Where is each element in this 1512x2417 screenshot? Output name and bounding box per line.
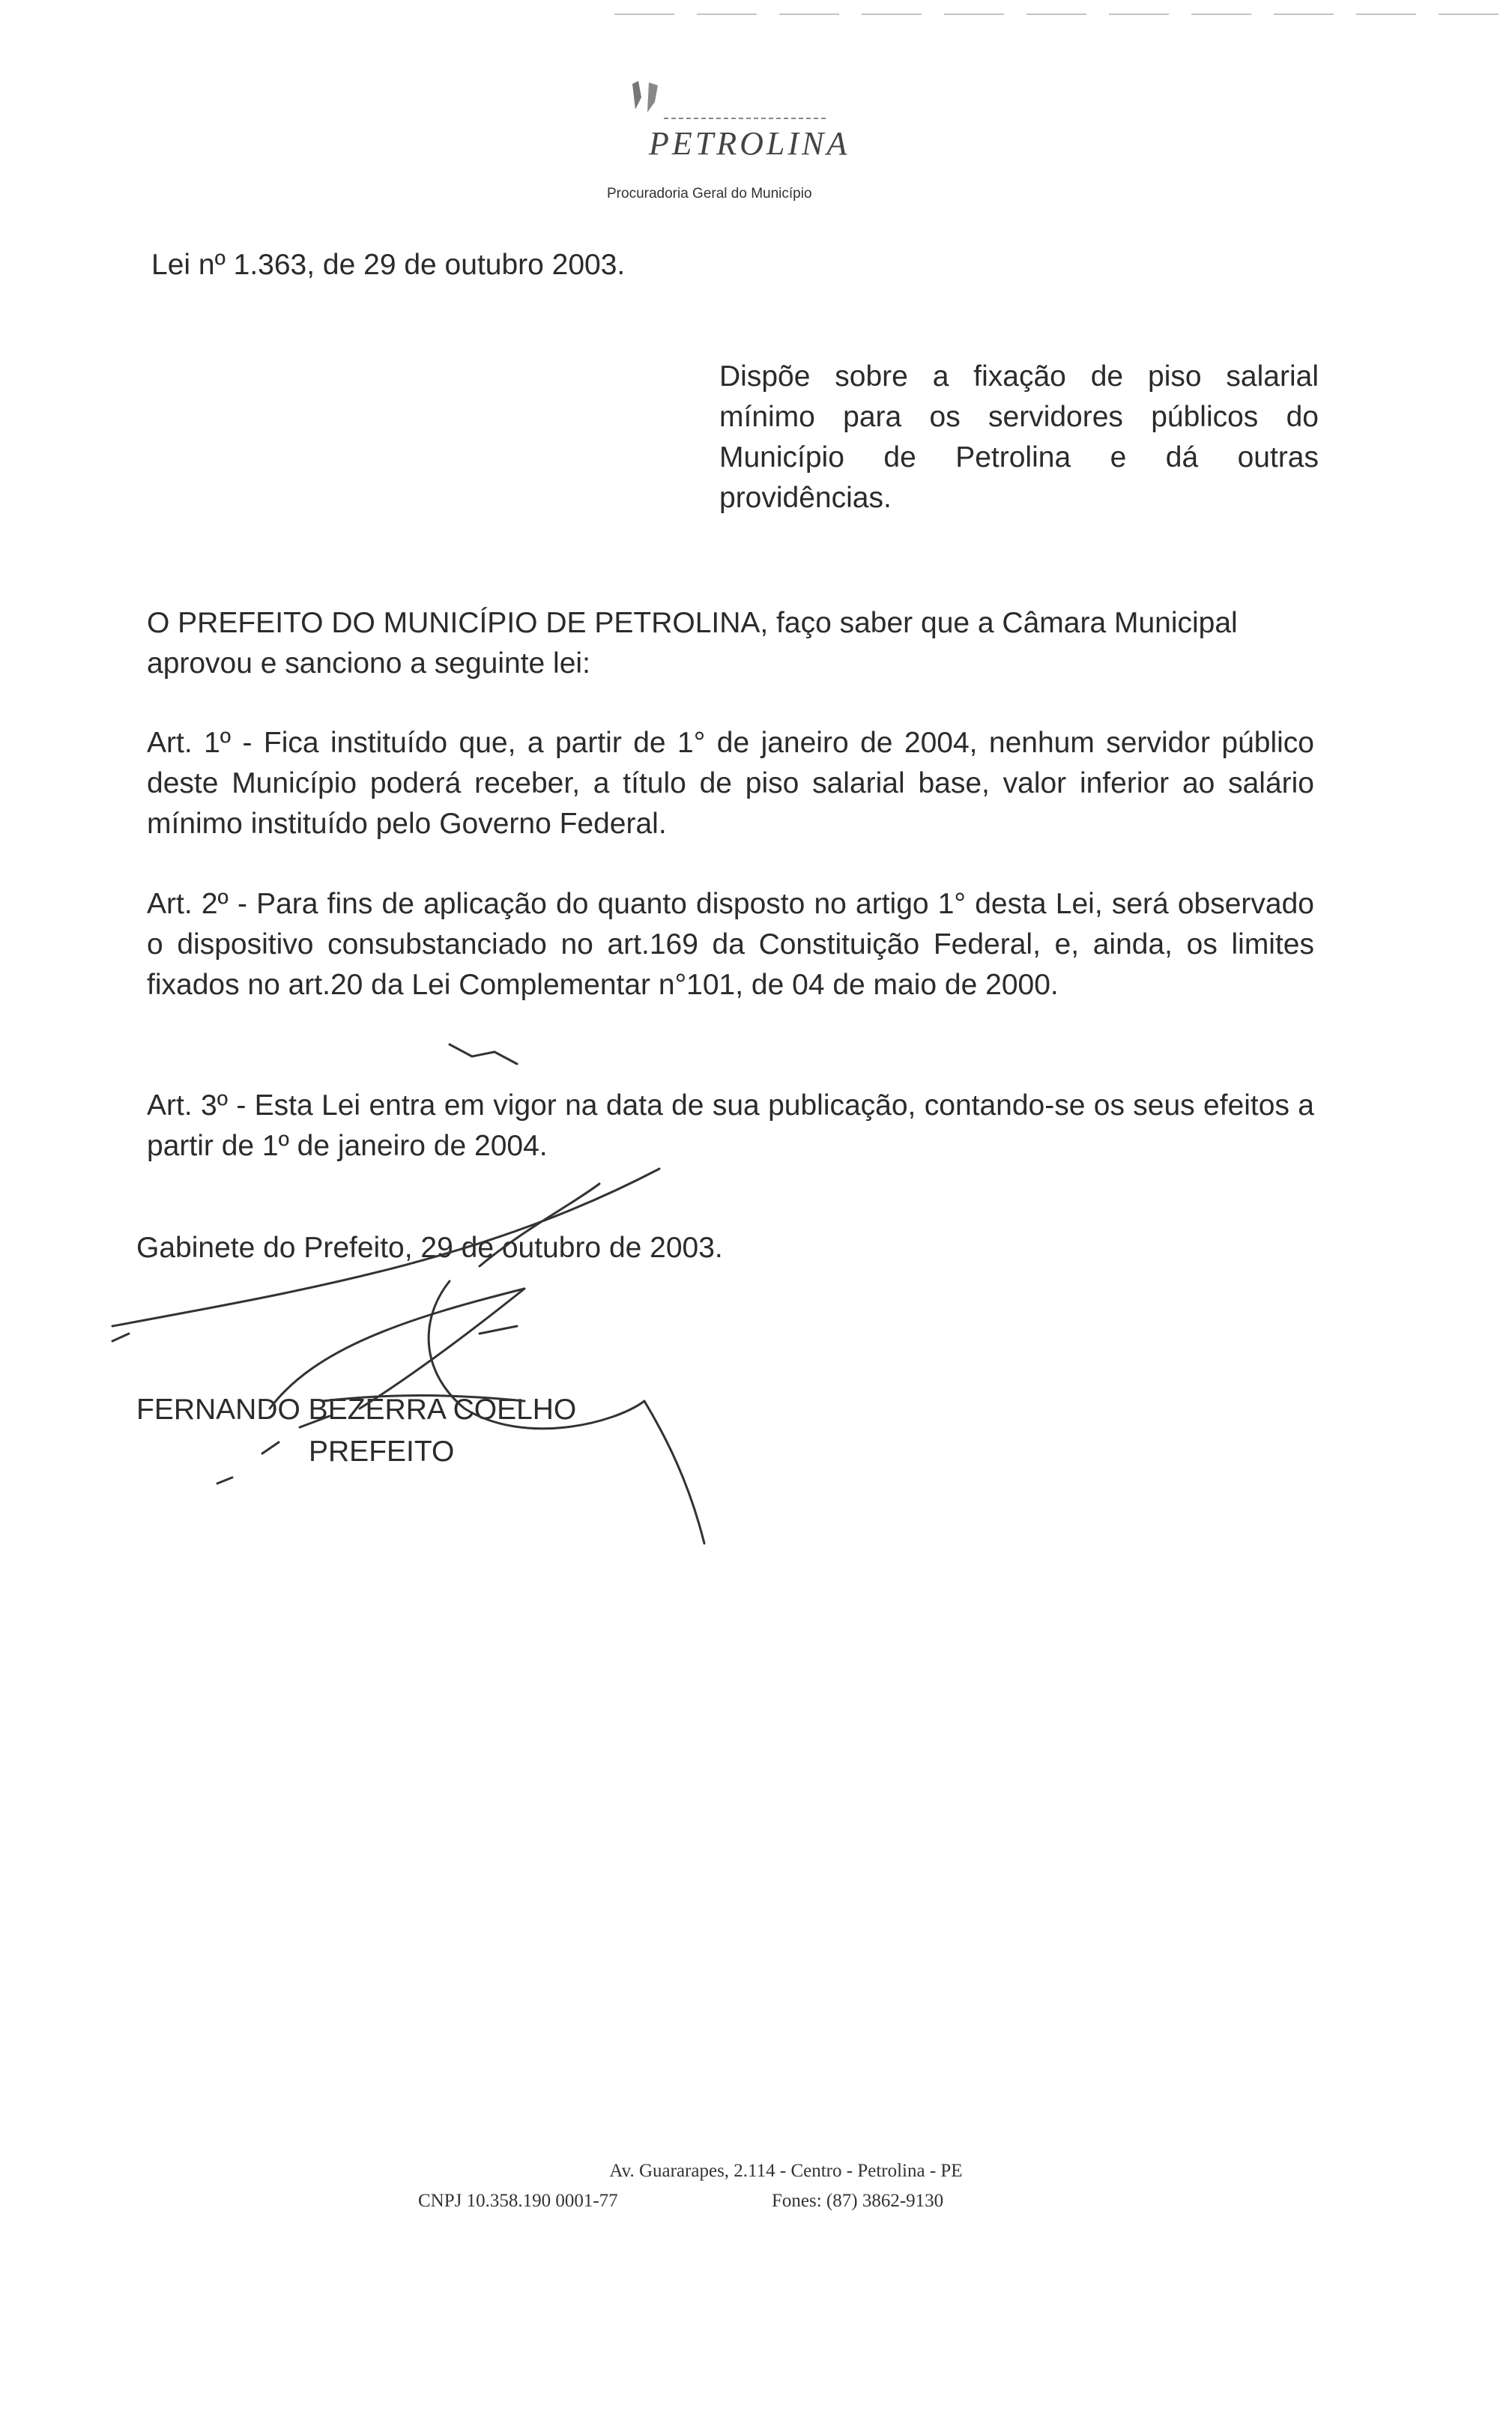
article-3-text: Art. 3º - Esta Lei entra em vigor na data de sua publicação, contando-se os seus efeitos a partir de 1º de janeiro de 2004.	[147, 1089, 1314, 1162]
law-summary	[719, 357, 1319, 518]
law-title: Lei nº 1.363, de 29 de outubro 2003.	[151, 249, 626, 281]
scan-edge-line	[614, 13, 1499, 15]
article-1-text: Art. 1º - Fica instituído que, a partir de 1° de janeiro de 2004, nenhum servidor público deste Município poderá receber, a título de piso salarial base, valor inferior ao salário mínimo instituído pelo Governo Federal.	[147, 727, 1314, 840]
footer-phones: Fones: (87) 3862-9130	[772, 2191, 944, 2211]
article-1	[147, 723, 1314, 844]
signatory-name: FERNANDO BEZERRA COELHO	[136, 1394, 577, 1426]
logo-text: PETROLINA	[649, 125, 850, 162]
law-summary-text: Dispõe sobre a fixação de piso salarial mínimo para os servidores públicos do Município de Petrolina e dá outras providências.	[719, 360, 1319, 514]
signatory-role: PREFEITO	[309, 1436, 455, 1468]
enactment-clause: O PREFEITO DO MUNICÍPIO DE PETROLINA, faço saber que a Câmara Municipal aprovou e sanciono a seguinte lei:	[147, 607, 1238, 680]
municipal-logo	[619, 75, 851, 225]
footer	[0, 2161, 1512, 2211]
article-3	[147, 1086, 1314, 1167]
article-2	[147, 884, 1314, 1005]
closing-line: Gabinete do Prefeito, 29 de outubro de 2003.	[136, 1232, 723, 1264]
footer-address: Av. Guararapes, 2.114 - Centro - Petrolina - PE	[609, 2161, 963, 2181]
header-org: Procuradoria Geral do Município	[607, 186, 812, 202]
article-2-text: Art. 2º - Para fins de aplicação do quanto disposto no artigo 1° desta Lei, será observado o dispositivo consubstanciado no art.169 da Constituição Federal, e, ainda, os limites fixados no art.20 da Lei Complementar n°101, de 04 de maio de 2000.	[147, 888, 1314, 1001]
footer-cnpj: CNPJ 10.358.190 0001-77	[418, 2191, 618, 2211]
